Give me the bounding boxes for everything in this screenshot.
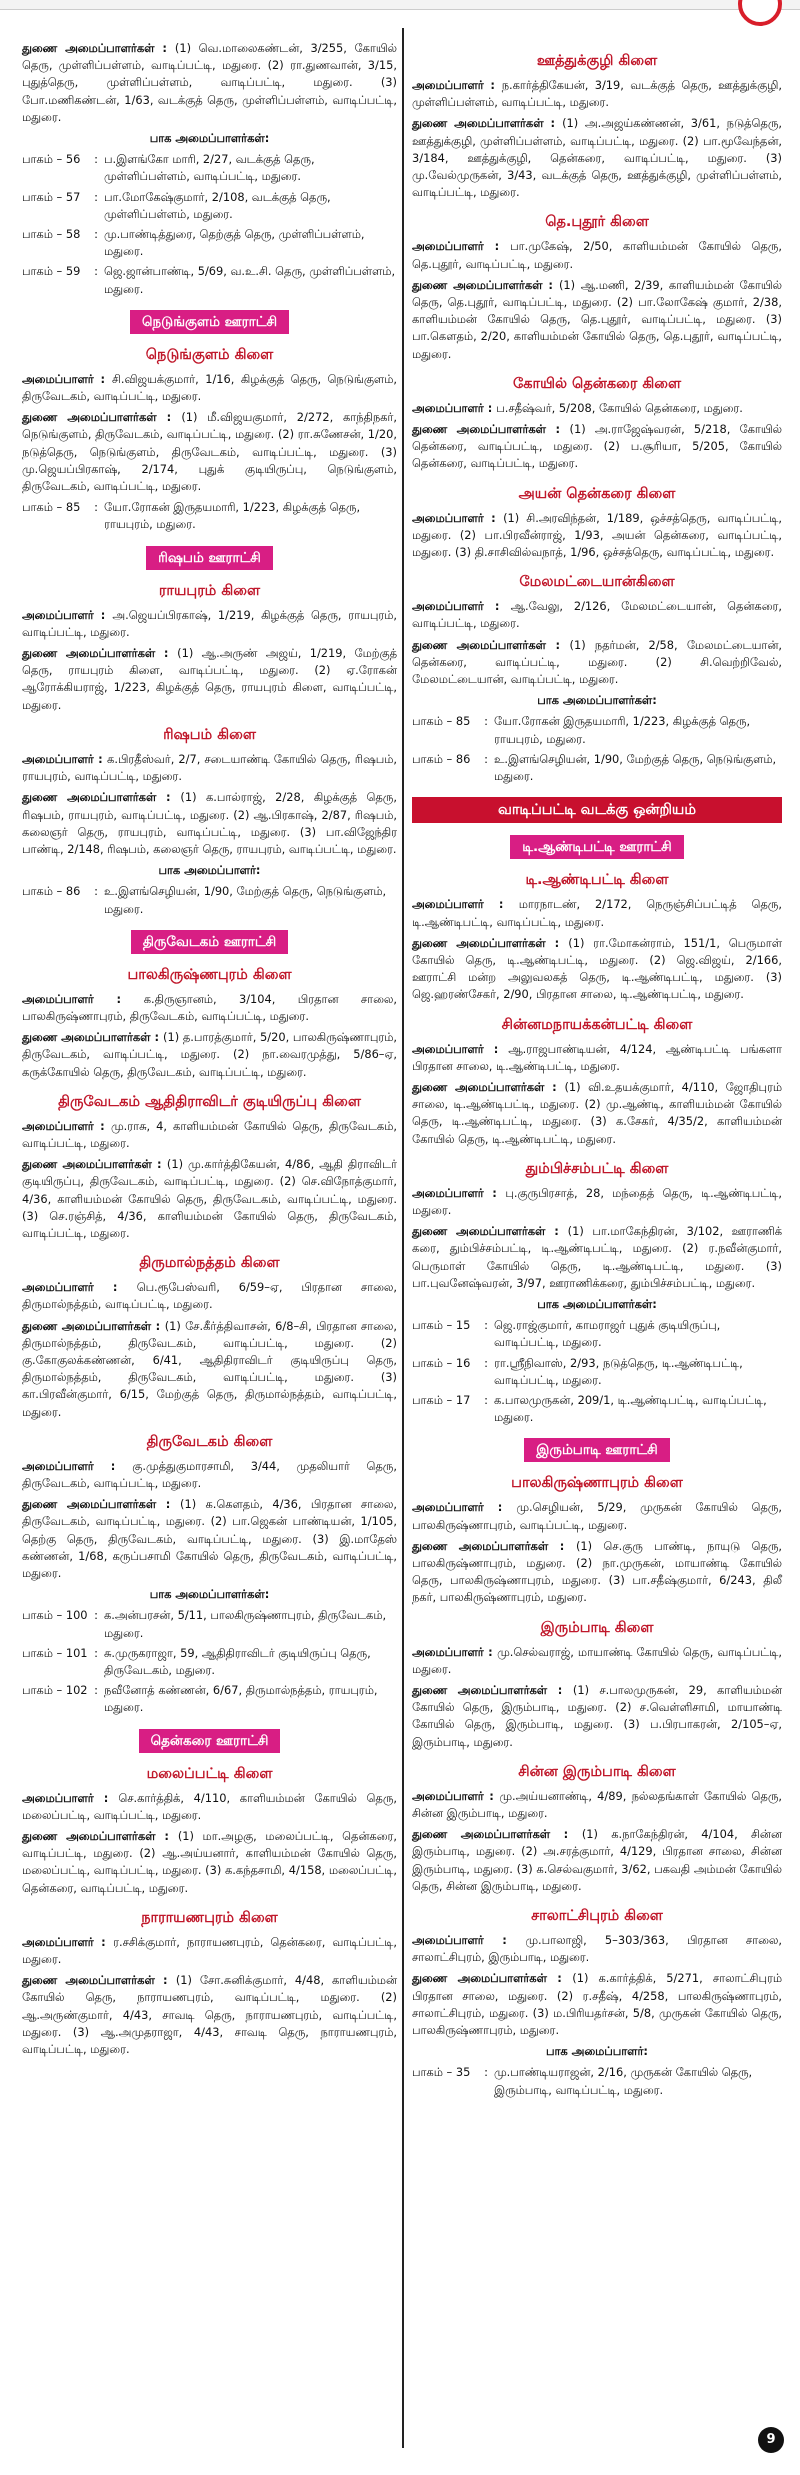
member-entry — [22, 991, 397, 1025]
member-details: (1) க.கௌதம், 4/36, பிரதான சாலை, திருவேடகம், வாடிப்பட்டி, மதுரை. (2) பா.ஜெகன் பாண்டியன், 1/105, தெற்கு தெரு, திருவேடகம், வாடிப்பட்டி, மதுரை. (3) இ.மாதேஸ் கண்ணன், 1/68, கருப்பசாமி கோயில் தெரு, திருவேடகம், வாடிப்பட்டி, மதுரை. — [22, 1497, 397, 1580]
member-details: மு.பாலாஜி, 5–303/363, பிரதான சாலை, சாலாட்சிபுரம், இரும்பாடி, மதுரை. — [412, 1933, 782, 1965]
member-entry — [412, 277, 782, 363]
booth-member: ஜெ.ஜான்பாண்டி, 5/69, வ.உ.சி. தெரு, முள்ளிப்பள்ளம், மதுரை. — [104, 264, 396, 296]
member-details: (1) செ.குரு பாண்டி, நாயுடு தெரு, பாலகிருஷ்ணாபுரம், மதுரை. (2) நா.முருகன், மாயாண்டி கோயில் தெரு, பாலகிருஷ்ணாபுரம், மதுரை. (3) பா.சதீஷ்குமார், 6/243, திலீ நகர், பாலகிருஷ்ணாபுரம், மதுரை. — [412, 1538, 782, 1605]
separator-colon: : — [94, 264, 98, 279]
member-details: ப.சதீஷ்வர், 5/208, கோயில் தென்கரை, மதுரை. — [496, 400, 743, 415]
branch-heading: திருவேடகம் ஆதிதிராவிடர் குடியிருப்பு கிளை — [58, 1093, 361, 1110]
booth-subheading: பாக அமைப்பாளர்: — [158, 863, 261, 878]
member-details: (1) சோ.சுனிக்குமார், 4/48, காளியம்மன் கோயில் தெரு, நாராயணபுரம், வாடிப்பட்டி, மதுரை. (2) ஆ.அருண்குமார், 4/43, சாவடி தெரு, நாராயணபுரம், வாடிப்பட்டி, மதுரை. (3) ஆ.அமுதராஜா, 4/43, சாவடி தெரு, நாராயணபுரம், வாடிப்பட்டி, மதுரை. — [22, 1973, 397, 2057]
booth-entry — [22, 226, 397, 260]
role-label: அமைப்பாளர் : — [412, 1041, 509, 1056]
role-label: துணை அமைப்பாளர்கள் : — [412, 277, 559, 292]
member-entry — [22, 645, 397, 714]
booth-member: உ.இளங்செழியன், 1/90, மேற்குத் தெரு, நெடுங்குளம், மதுரை. — [104, 884, 387, 916]
booth-subheading: பாக அமைப்பாளர்கள்: — [537, 1296, 657, 1311]
member-details: மாரநாடண், 2/172, நெருஞ்சிப்பட்டித் தெரு, டி.ஆண்டிபட்டி, வாடிப்பட்டி, மதுரை. — [412, 897, 782, 929]
separator-colon: : — [484, 2065, 488, 2080]
role-label: துணை அமைப்பாளர்கள் : — [22, 1829, 178, 1844]
member-entry — [412, 1788, 782, 1822]
booth-entry — [22, 1607, 397, 1641]
branch-heading: ரிஷபம் கிளை — [163, 726, 256, 743]
member-entry — [412, 77, 782, 111]
booth-member: நவீனோத் கண்ணன், 6/67, திருமால்நத்தம், ராயபுரம், மதுரை. — [104, 1683, 378, 1715]
member-details: ஆ.வேலு, 2/126, மேலமட்டையான், தென்கரை, வாடிப்பட்டி, மதுரை. — [412, 599, 782, 631]
column-divider — [402, 28, 404, 2448]
booth-entry — [22, 263, 397, 297]
role-label: அமைப்பாளர் : — [412, 510, 504, 525]
member-entry — [22, 751, 397, 785]
role-label: துணை அமைப்பாளர்கள் : — [22, 1030, 164, 1045]
branch-heading: நாராயணபுரம் கிளை — [141, 1909, 278, 1926]
role-label: அமைப்பாளர் : — [22, 1790, 119, 1805]
role-label: துணை அமைப்பாளர்கள் : — [412, 1971, 573, 1986]
separator-colon: : — [94, 500, 98, 515]
member-details: (1) பா.மாகேந்திரன், 3/102, ஊராணிக் கரை, தும்பிச்சம்பட்டி, டி.ஆண்டிபட்டி, மதுரை. (2) ர.நவீன்குமார், பெருமாள் கோயில் தெரு, டி.ஆண்டிபட்டி, மதுரை. (3) பா.புவனேஷ்வரன், 3/97, ஊராணிக்கரை, தும்பிச்சம்பட்டி, மதுரை. — [412, 1224, 783, 1290]
member-entry — [412, 1644, 782, 1678]
booth-entry — [22, 883, 397, 917]
booth-member: க.அன்பரசன், 5/11, பாலகிருஷ்ணாபுரம், திருவேடகம், மதுரை. — [104, 1608, 387, 1640]
role-label: துணை அமைப்பாளர்கள் : — [412, 1827, 582, 1842]
page-number: 9 — [758, 2427, 784, 2453]
separator-colon: : — [484, 1355, 488, 1370]
separator-colon: : — [94, 152, 98, 167]
member-entry — [22, 40, 397, 126]
separator-colon: : — [484, 1318, 488, 1333]
role-label: அமைப்பாளர் : — [22, 1118, 111, 1133]
role-label: துணை அமைப்பாளர்கள் : — [412, 422, 570, 437]
booth-number: பாகம் – 85 — [412, 714, 471, 729]
role-label: அமைப்பாளர் : — [412, 1644, 498, 1659]
member-entry — [22, 789, 397, 858]
booth-member: க.பாலமுருகன், 209/1, டி.ஆண்டிபட்டி, வாடிப்பட்டி, மதுரை. — [494, 1392, 767, 1425]
member-details: மு.ராசு, 4, காளியம்மன் கோயில் தெரு, திருவேடகம், வாடிப்பட்டி, மதுரை. — [22, 1118, 397, 1150]
booth-member: ரா.ஸ்ரீநிவாஸ், 2/93, நடுத்தெரு, டி.ஆண்டிபட்டி, வாடிப்பட்டி, மதுரை. — [494, 1355, 743, 1387]
member-entry — [412, 510, 782, 562]
role-label: துணை அமைப்பாளர்கள் : — [412, 637, 570, 652]
separator-colon: : — [94, 1683, 98, 1698]
separator-colon: : — [484, 714, 488, 729]
separator-colon: : — [484, 1392, 488, 1407]
role-label: அமைப்பாளர் : — [22, 607, 113, 622]
member-details: செ.கார்த்திக், 4/110, காளியம்மன் கோயில் தெரு, மலைப்பட்டி, வாடிப்பட்டி, மதுரை. — [22, 1790, 397, 1822]
member-entry — [22, 1458, 397, 1492]
branch-heading: சின்னமநாயக்கன்பட்டி கிளை — [501, 1016, 693, 1033]
member-entry — [412, 115, 782, 201]
role-label: அமைப்பாளர் : — [412, 239, 511, 254]
booth-member: சு.முருகராஜா, 59, ஆதிதிராவிடர் குடியிருப்பு தெரு, திருவேடகம், மதுரை. — [104, 1645, 371, 1678]
booth-entry — [412, 1355, 782, 1389]
role-label: அமைப்பாளர் : — [412, 1788, 500, 1803]
branch-heading: இரும்பாடி கிளை — [540, 1619, 654, 1636]
branch-heading: ராயபுரம் கிளை — [158, 582, 261, 599]
branch-heading: மலைப்பட்டி கிளை — [146, 1765, 273, 1782]
branch-heading: அயன் தென்கரை கிளை — [518, 485, 676, 502]
role-label: அமைப்பாளர் : — [412, 400, 497, 415]
separator-colon: : — [94, 884, 98, 899]
booth-number: பாகம் – 85 — [22, 500, 81, 515]
booth-member: உ.இளங்செழியன், 1/90, மேற்குத் தெரு, நெடுங்குளம், மதுரை. — [494, 751, 777, 784]
role-label: துணை அமைப்பாளர்கள் : — [22, 1318, 165, 1333]
role-label: துணை அமைப்பாளர்கள் : — [22, 1973, 176, 1988]
booth-number: பாகம் – 15 — [412, 1318, 471, 1333]
branch-heading: சின்ன இரும்பாடி கிளை — [518, 1763, 676, 1780]
booth-number: பாகம் – 56 — [22, 152, 81, 167]
booth-number: பாகம் – 59 — [22, 264, 81, 279]
branch-heading: பாலகிருஷ்ணபுரம் கிளை — [127, 966, 292, 983]
member-entry — [412, 1223, 782, 1292]
branch-heading: டி.ஆண்டிபட்டி கிளை — [525, 872, 669, 889]
panchayat-heading — [22, 930, 397, 954]
branch-heading: நெடுங்குளம் கிளை — [145, 346, 274, 363]
booth-entry — [22, 189, 397, 223]
booth-subheading: பாக அமைப்பாளர்கள்: — [149, 1587, 270, 1602]
member-entry — [22, 1318, 397, 1421]
separator-colon: : — [94, 227, 98, 242]
member-entry — [22, 1828, 397, 1897]
booth-entry — [412, 1392, 782, 1426]
member-details: க.திருஞானம், 3/104, பிரதான சாலை, பாலகிருஷ்ணாபுரம், திருவேடகம், வாடிப்பட்டி, மதுரை. — [22, 991, 397, 1023]
member-details: (1) அ.ராஜேஷ்வரன், 5/218, கோயில் தென்கரை, வாடிப்பட்டி, மதுரை. (2) ப.சூரியா, 5/205, கோயில் தென்கரை, வாடிப்பட்டி, மதுரை. — [412, 422, 782, 471]
booth-entry — [412, 713, 782, 747]
role-label: துணை அமைப்பாளர்கள் : — [412, 935, 569, 950]
booth-entry — [22, 499, 397, 533]
panchayat-name: தென்கரை ஊராட்சி — [139, 1729, 281, 1753]
role-label: துணை அமைப்பாளர்கள் : — [22, 790, 181, 805]
union-banner: வாடிப்பட்டி வடக்கு ஒன்றியம் — [412, 797, 782, 823]
booth-member: ப.இளங்கோ மாரி, 2/27, வடக்குத் தெரு, முள்ளிப்பள்ளம், வாடிப்பட்டி, மதுரை. — [104, 152, 315, 184]
booth-entry — [412, 1317, 782, 1351]
separator-colon: : — [94, 1645, 98, 1660]
panchayat-name: ரிஷபம் ஊராட்சி — [146, 546, 273, 570]
branch-heading: மேலமட்டையான்கிளை — [519, 574, 675, 591]
branch-heading: தெ.புதூர் கிளை — [545, 214, 649, 231]
member-details: மு.செழியன், 5/29, முருகன் கோயில் தெரு, பாலகிருஷ்ணாபுரம், வாடிப்பட்டி, மதுரை. — [412, 1500, 782, 1532]
member-entry — [412, 1932, 782, 1966]
panchayat-name: நெடுங்குளம் ஊராட்சி — [130, 310, 289, 334]
branch-heading: ஊத்துக்குழி கிளை — [536, 53, 658, 69]
booth-number: பாகம் – 57 — [22, 189, 81, 204]
left-column — [22, 40, 397, 2062]
member-details: பெ.ரூபேஸ்வரி, 6/59–ஏ, பிரதான சாலை, திருமால்நத்தம், வாடிப்பட்டி, மதுரை. — [22, 1280, 397, 1312]
member-details: (1) சே.கீர்த்திவாசன், 6/8–சி, பிரதான சாலை, திருமால்நத்தம், திருவேடகம், வாடிப்பட்டி, மதுரை. (2) கு.கோகுலக்கண்ணன், 6/41, ஆதிதிராவிடர் குடியிருப்பு தெரு, திருமால்நத்தம், திருவேடகம், வாடிப்பட்டி, மதுரை. (3) கா.பிரவீன்குமார், 6/15, மேற்குத் தெரு, திருமால்நத்தம், வாடிப்பட்டி, மதுரை. — [22, 1318, 397, 1419]
branch-heading: தும்பிச்சம்பட்டி கிளை — [525, 1160, 669, 1177]
member-details: (1) அ.அஜய்கண்ணன், 3/61, நடுத்தெரு, ஊத்துக்குழி, முள்ளிப்பள்ளம், வாடிப்பட்டி, மதுரை. (2) பா.மூவேந்தன், 3/184, ஊத்துக்குழி, தென்கரை, வாடிப்பட்டி, மதுரை. (3) மு.வேல்முருகன், 3/43, வடக்குத் தெரு, ஊத்துக்குழி, முள்ளிப்பள்ளம், வாடிப்பட்டி, மதுரை. — [412, 116, 783, 200]
member-details: (1) நதர்மன், 2/58, மேலமட்டையான், தென்கரை, வாடிப்பட்டி, மதுரை. (2) சி.வெற்றிவேல், மேலமட்டையான், வாடிப்பட்டி, மதுரை. — [412, 637, 782, 687]
role-label: அமைப்பாளர் : — [412, 78, 502, 92]
member-details: (1) ச.பாலமுருகன், 29, காளியம்மன் கோயில் தெரு, இரும்பாடி, மதுரை. (2) ச.வெள்ளிசாமி, மாயாண்டி கோயில் தெரு, இரும்பாடி, மதுரை. (3) ப.பிரபாகரன், 2/105–ஏ, இரும்பாடி, மதுரை. — [412, 1683, 782, 1749]
booth-entry — [22, 151, 397, 185]
panchayat-heading — [22, 546, 397, 570]
booth-number: பாகம் – 17 — [412, 1392, 471, 1407]
separator-colon: : — [94, 189, 98, 204]
role-label: துணை அமைப்பாளர்கள் : — [22, 646, 178, 661]
member-details: (1) க.நாகேந்திரன், 4/104, சின்ன இரும்பாடி, மதுரை. (2) அ.சரத்குமார், 4/129, பிரதான சாலை, சின்ன இரும்பாடி, மதுரை. (3) க.செல்வகுமார், 3/62, பகவதி அம்மன் கோயில் தெரு, சின்ன இரும்பாடி, மதுரை. — [412, 1827, 782, 1893]
member-details: (1) வெ.மாலைகண்டன், 3/255, கோயில் தெரு, முள்ளிப்பள்ளம், வாடிப்பட்டி, மதுரை. (2) ரா.துணவான், 3/15, புதுத்தெரு, முள்ளிப்பள்ளம், வாடிப்பட்டி, மதுரை. (3) போ.மணிகண்டன், 1/63, வடக்குத் தெரு, முள்ளிப்பள்ளம், வாடிப்பட்டி, மதுரை. — [22, 41, 398, 124]
member-details: (1) த.பாரத்குமார், 5/20, பாலகிருஷ்ணாபுரம், திருவேடகம், வாடிப்பட்டி, மதுரை. (2) நா.வைரமுத்து, 5/86–ஏ, கருக்கோயில் தெரு, திருவேடகம், வாடிப்பட்டி, மதுரை. — [22, 1030, 398, 1079]
panchayat-name: டி.ஆண்டிபட்டி ஊராட்சி — [510, 835, 683, 859]
member-details: (1) மு.கார்த்திகேயன், 4/86, ஆதி திராவிடர் குடியிருப்பு, திருவேடகம், வாடிப்பட்டி, மதுரை. (2) செ.விநோத்குமார், 4/36, காளியம்மன் கோயில் தெரு, திருவேடகம், வாடிப்பட்டி, மதுரை. (3) செ.ரஞ்சித், 4/36, காளியம்மன் கோயில் தெரு, திருவேடகம், வாடிப்பட்டி, மதுரை. — [22, 1157, 397, 1240]
member-entry — [412, 1041, 782, 1075]
member-entry — [22, 1156, 397, 1242]
member-entry — [22, 409, 397, 495]
branch-heading: பாலகிருஷ்ணாபுரம் கிளை — [511, 1475, 683, 1492]
booth-entry — [412, 2064, 782, 2098]
booth-number: பாகம் – 100 — [22, 1608, 88, 1623]
booth-member: பா.மோகேஷ்குமார், 2/108, வடக்குத் தெரு, முள்ளிப்பள்ளம், மதுரை. — [104, 189, 331, 221]
publication-logo-icon — [738, 0, 782, 26]
booth-number: பாகம் – 101 — [22, 1645, 88, 1660]
member-entry — [22, 371, 397, 405]
booth-number: பாகம் – 35 — [412, 2065, 471, 2080]
member-details: அ.ஜெயப்பிரகாஷ், 1/219, கிழக்குத் தெரு, ராயபுரம், வாடிப்பட்டி, மதுரை. — [22, 607, 397, 639]
role-label: துணை அமைப்பாளர்கள் : — [22, 1157, 167, 1172]
role-label: அமைப்பாளர் : — [412, 897, 519, 912]
member-details: மு.செல்வராஜ், மாயாண்டி கோயில் தெரு, வாடிப்பட்டி, மதுரை. — [412, 1644, 782, 1676]
member-entry — [412, 598, 782, 632]
member-details: (1) வி.உதயக்குமார், 4/110, ஜோதிபுரம் சாலை, டி.ஆண்டிபட்டி, மதுரை. (2) மு.ஆண்டி, காளியம்மன் கோயில் தெரு, டி.ஆண்டிபட்டி, மதுரை. (3) க.சேகர், 4/35/2, காளியம்மன் கோயில் தெரு, டி.ஆண்டிபட்டி, மதுரை. — [412, 1079, 782, 1146]
member-details: ர.சசிக்குமார், நாராயணபுரம், தென்கரை, வாடிப்பட்டி, மதுரை. — [22, 1934, 397, 1967]
role-label: துணை அமைப்பாளர்கள் : — [412, 1224, 568, 1239]
right-column — [412, 40, 782, 2102]
separator-colon: : — [94, 1608, 98, 1623]
member-entry — [22, 1279, 397, 1313]
member-entry — [412, 637, 782, 689]
member-entry — [412, 1970, 782, 2039]
role-label: அமைப்பாளர் : — [412, 599, 511, 614]
role-label: அமைப்பாளர் : — [22, 1934, 114, 1949]
member-entry — [22, 607, 397, 641]
member-details: (1) ஆ.அருண் அஜய், 1/219, மேற்குத் தெரு, ராயபுரம் கிளை, வாடிப்பட்டி, மதுரை. (2) ஏ.ரோகன் ஆரோக்கியராஜ், 1/223, கிழக்குத் தெரு, ராயபுரம் கிளை, வாடிப்பட்டி, மதுரை. — [22, 646, 398, 712]
member-entry — [22, 1029, 397, 1081]
booth-number: பாகம் – 86 — [22, 884, 81, 899]
member-details: ஆ.ராஜபாண்டியன், 4/124, ஆண்டிபட்டி பங்களா பிரதான சாலை, டி.ஆண்டிபட்டி, மதுரை. — [412, 1041, 782, 1073]
panchayat-name: திருவேடகம் ஊராட்சி — [131, 930, 288, 954]
booth-number: பாகம் – 16 — [412, 1355, 471, 1370]
role-label: அமைப்பாளர் : — [412, 1500, 517, 1515]
role-label: அமைப்பாளர் : — [22, 1458, 133, 1473]
member-entry — [22, 1934, 397, 1968]
member-entry — [412, 1499, 782, 1533]
page-top-strip — [0, 0, 800, 28]
member-details: (1) ரா.மோகன்ராம், 151/1, பெருமாள் கோயில் தெரு, டி.ஆண்டிபட்டி, மதுரை. (2) ஜெ.விஜய், 2/166, ஊராட்சி மன்ற அலுவலகத் தெரு, டி.ஆண்டிபட்டி, மதுரை. (3) ஜெ.ஹரண்சேகர், 2/90, பிரதான சாலை, டி.ஆண்டிபட்டி, மதுரை. — [412, 935, 783, 1002]
member-entry — [412, 400, 782, 417]
role-label: துணை அமைப்பாளர்கள் : — [22, 1497, 181, 1512]
panchayat-heading — [412, 1438, 782, 1462]
separator-colon: : — [484, 751, 488, 766]
booth-member: மு.பாண்டித்துரை, தெற்குத் தெரு, முள்ளிப்பள்ளம், மதுரை. — [104, 227, 365, 259]
role-label: துணை அமைப்பாளர்கள் : — [22, 41, 175, 55]
member-details: க.பிரதீஸ்வர், 2/7, சடையாண்டி கோயில் தெரு, ரிஷபம், ராயபுரம், வாடிப்பட்டி, மதுரை. — [22, 751, 397, 784]
member-details: (1) க.கார்த்திக், 5/271, சாலாட்சிபுரம் பிரதான சாலை, மதுரை. (2) ர.சதீஷ், 4/258, பாலகிருஷ்ணாபுரம், சாலாட்சிபுரம், மதுரை. (3) ம.பிரியதர்சன், 5/8, முருகன் கோயில் தெரு, பாலகிருஷ்ணாபுரம், மதுரை. — [412, 1971, 782, 2038]
role-label: அமைப்பாளர் : — [22, 1280, 137, 1295]
member-details: (1) க.பால்ராஜ், 2/28, கிழக்குத் தெரு, ரிஷபம், ராயபுரம், வாடிப்பட்டி, மதுரை. (2) ஆ.பிரகாஷ், 2/87, ரிஷபம், கலைஞர் தெரு, ராயபுரம், வாடிப்பட்டி, மதுரை. (3) பா.விஜேந்திர பாண்டி, 2/148, ரிஷபம், கலைஞர் தெரு, ராயபுரம், வாடிப்பட்டி, மதுரை. — [22, 790, 397, 856]
member-entry — [412, 1826, 782, 1895]
member-details: (1) ஆ.மணி, 2/39, காளியம்மன் கோயில் தெரு, தெ.புதூர், வாடிப்பட்டி, மதுரை. (2) பா.லோகேஷ் குமார், 2/38, காளியம்மன் கோயில் தெரு, தெ.புதூர், வாடிப்பட்டி, மதுரை. (3) பா.கௌதம், 2/20, காளியம்மன் கோயில் தெரு, தெ.புதூர், வாடிப்பட்டி, மதுரை. — [412, 277, 782, 361]
booth-entry — [412, 751, 782, 785]
role-label: துணை அமைப்பாளர்கள் : — [412, 1079, 565, 1094]
member-entry — [22, 1790, 397, 1824]
member-entry — [22, 1496, 397, 1582]
role-label: துணை அமைப்பாளர்கள் : — [412, 116, 563, 131]
booth-member: யோ.ரோகன் இருதயமாரி, 1/223, கிழக்குத் தெரு, ராயபுரம், மதுரை. — [494, 714, 751, 746]
booth-number: பாகம் – 102 — [22, 1683, 88, 1698]
member-details: கு.முத்துகுமாரசாமி, 3/44, முதலியார் தெரு, திருவேடகம், வாடிப்பட்டி, மதுரை. — [22, 1458, 397, 1490]
role-label: அமைப்பாளர் : — [22, 751, 108, 766]
member-entry — [412, 1538, 782, 1607]
booth-subheading: பாக அமைப்பாளர்: — [546, 2044, 648, 2059]
member-details: ந.கார்த்திகேயன், 3/19, வடக்குத் தெரு, ஊத்துக்குழி, முள்ளிப்பள்ளம், வாடிப்பட்டி, மதுரை. — [412, 78, 782, 110]
branch-heading: திருவேடகம் கிளை — [146, 1433, 273, 1450]
role-label: அமைப்பாளர் : — [22, 371, 112, 386]
member-details: (1) மீ.விஜயகுமார், 2/272, காந்திநகர், நெடுங்குளம், திருவேடகம், வாடிப்பட்டி, மதுரை. (2) ரா.சுணேசன், 1/20, நடுத்தெரு, நெடுங்குளம், திருவேடகம், வாடிப்பட்டி, மதுரை. (3) மு.ஜெயப்பிரகாஷ், 2/174, புதுக் குடியிருப்பு, நெடுங்குளம், திருவேடகம், வாடிப்பட்டி, மதுரை. — [22, 410, 397, 494]
branch-heading: கோயில் தென்கரை கிளை — [512, 375, 682, 392]
branch-heading: திருமால்நத்தம் கிளை — [139, 1255, 280, 1272]
member-details: பா.முகேஷ், 2/50, காளியம்மன் கோயில் தெரு, தெ.புதூர், வாடிப்பட்டி, மதுரை. — [412, 239, 782, 271]
booth-subheading: பாக அமைப்பாளர்கள்: — [149, 131, 270, 146]
booth-number: பாகம் – 58 — [22, 227, 81, 242]
panchayat-name: இரும்பாடி ஊராட்சி — [524, 1438, 669, 1462]
branch-heading: சாலாட்சிபுரம் கிளை — [531, 1908, 663, 1925]
role-label: அமைப்பாளர் : — [412, 1185, 506, 1200]
booth-member: ஜெ.ராஜ்குமார், காமராஜர் புதுக் குடியிருப்பு, வாடிப்பட்டி, மதுரை. — [494, 1318, 721, 1350]
member-details: மு.அய்யனாண்டி, 4/89, நல்லதங்காள் கோயில் தெரு, சின்ன இரும்பாடி, மதுரை. — [412, 1788, 782, 1821]
member-details: (1) மா.அழகு, மலைப்பட்டி, தென்கரை, வாடிப்பட்டி, மதுரை. (2) ஆ.அய்யனார், காளியம்மன் கோயில் தெரு, மலைப்பட்டி, வாடிப்பட்டி, மதுரை. (3) க.கந்தசாமி, 4/158, மலைப்பட்டி, தென்கரை, வாடிப்பட்டி, மதுரை. — [22, 1829, 397, 1895]
panchayat-heading — [22, 1729, 397, 1753]
member-entry — [412, 1185, 782, 1219]
member-entry — [412, 1079, 782, 1148]
role-label: அமைப்பாளர் : — [22, 991, 144, 1006]
member-entry — [412, 421, 782, 473]
member-entry — [22, 1972, 397, 2058]
header-strip — [0, 0, 800, 10]
panchayat-heading — [412, 835, 782, 859]
member-details: (1) சி.அரவிந்தன், 1/189, ஒச்சத்தெரு, வாடிப்பட்டி, மதுரை. (2) பா.பிரவீன்ராஜ், 1/93, அயன் தென்கரை, வாடிப்பட்டி, மதுரை. (3) தி.சாசிவில்வநாத், 1/96, ஒச்சத்தெரு, வாடிப்பட்டி, மதுரை. — [412, 510, 782, 560]
booth-subheading: பாக அமைப்பாளர்கள்: — [537, 693, 657, 708]
member-entry — [412, 935, 782, 1004]
booth-member: மு.பாண்டியராஜன், 2/16, முருகன் கோயில் தெரு, இரும்பாடி, வாடிப்பட்டி, மதுரை. — [494, 2065, 753, 2097]
booth-entry — [22, 1682, 397, 1716]
member-entry — [22, 1118, 397, 1152]
panchayat-heading — [22, 310, 397, 334]
role-label: அமைப்பாளர் : — [412, 1933, 526, 1948]
member-entry — [412, 1682, 782, 1751]
role-label: துணை அமைப்பாளர்கள் : — [22, 410, 182, 425]
member-entry — [412, 896, 782, 930]
role-label: துணை அமைப்பாளர்கள் : — [412, 1538, 576, 1553]
booth-member: யோ.ரோகன் இருதயமாரி, 1/223, கிழக்குத் தெரு, ராயபுரம், மதுரை. — [104, 500, 361, 532]
member-entry — [412, 238, 782, 272]
member-details: சி.விஜயக்குமார், 1/16, கிழக்குத் தெரு, நெடுங்குளம், திருவேடகம், வாடிப்பட்டி, மதுரை. — [22, 371, 397, 404]
booth-number: பாகம் – 86 — [412, 751, 471, 766]
role-label: துணை அமைப்பாளர்கள் : — [412, 1683, 573, 1697]
booth-entry — [22, 1645, 397, 1679]
member-details: பு.குருபிரசாத், 28, மந்தைத் தெரு, டி.ஆண்டிபட்டி, மதுரை. — [412, 1185, 782, 1217]
